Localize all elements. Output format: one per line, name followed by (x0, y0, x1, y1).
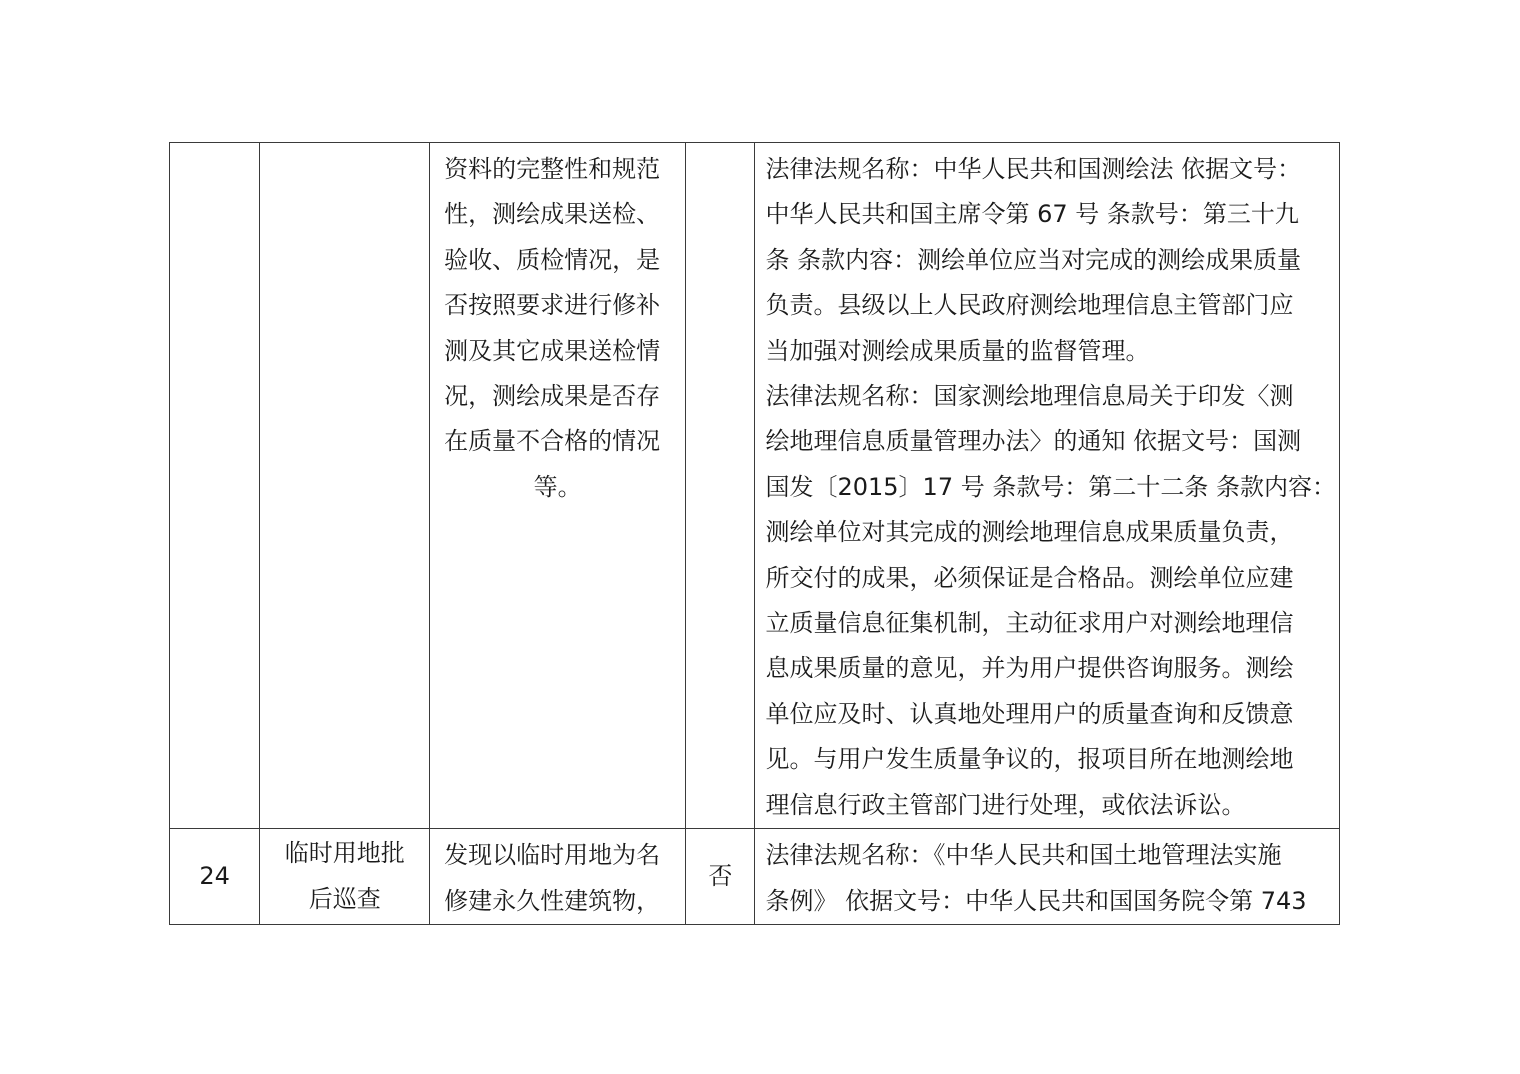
cell-legal-basis (755, 829, 1340, 925)
legal-basis-line: 条例》 依据文号：中华人民共和国国务院令第 743 (765, 886, 1307, 915)
cell-check-content (430, 829, 686, 925)
inspection-items-table (169, 142, 1340, 925)
check-content-line: 等。 (533, 472, 582, 501)
cell-check-content (430, 143, 686, 829)
cell-legal-basis (755, 143, 1340, 829)
row-number: 24 (199, 861, 230, 890)
legal-basis-line: 见。与用户发生质量争议的，报项目所在地测绘地 (765, 745, 1294, 774)
cell-item-name (260, 829, 430, 925)
cell-flag-empty (686, 143, 755, 829)
legal-basis-line: 条 条款内容：测绘单位应当对完成的测绘成果质量 (765, 245, 1302, 274)
cell-flag (686, 829, 755, 925)
legal-basis-line: 法律法规名称：国家测绘地理信息局关于印发〈测 (765, 382, 1294, 411)
cell-item-name-empty (260, 143, 430, 829)
cell-number-empty (170, 143, 260, 829)
legal-basis-line: 所交付的成果，必须保证是合格品。测绘单位应建 (765, 563, 1294, 592)
legal-basis-line: 息成果质量的意见，并为用户提供咨询服务。测绘 (765, 654, 1294, 683)
legal-basis-line: 测绘单位对其完成的测绘地理信息成果质量负责， (765, 518, 1294, 547)
item-name-line: 后巡查 (308, 884, 381, 913)
legal-basis-line: 中华人民共和国主席令第 67 号 条款号：第三十九 (765, 200, 1299, 229)
check-content-line: 在质量不合格的情况 (444, 427, 661, 456)
legal-basis-line: 法律法规名称：中华人民共和国测绘法 依据文号： (765, 155, 1302, 183)
check-content-line: 验收、质检情况，是 (444, 245, 661, 274)
check-content-line: 否按照要求进行修补 (444, 291, 661, 320)
check-content-line: 况，测绘成果是否存 (444, 382, 661, 411)
legal-basis-line: 法律法规名称：《中华人民共和国土地管理法实施 (765, 841, 1282, 870)
table-row-continued (170, 143, 1340, 829)
legal-basis-line: 国发〔2015〕17 号 条款号：第二十二条 条款内容： (765, 472, 1336, 501)
flag-value: 否 (708, 861, 733, 890)
item-name-line: 临时用地批 (284, 839, 405, 868)
legal-basis-line: 当加强对测绘成果质量的监督管理。 (765, 336, 1150, 365)
legal-basis-line: 绘地理信息质量管理办法〉的通知 依据文号：国测 (765, 427, 1302, 456)
check-content-line: 测及其它成果送检情 (444, 336, 661, 365)
cell-number (170, 829, 260, 925)
legal-basis-line: 理信息行政主管部门进行处理，或依法诉讼。 (765, 790, 1246, 819)
check-content-line: 资料的完整性和规范 (444, 155, 661, 183)
check-content-line: 修建永久性建筑物， (444, 886, 661, 915)
check-content-line: 性，测绘成果送检、 (444, 200, 661, 229)
legal-basis-line: 负责。县级以上人民政府测绘地理信息主管部门应 (765, 291, 1294, 320)
legal-basis-line: 立质量信息征集机制，主动征求用户对测绘地理信 (765, 609, 1294, 638)
legal-basis-line: 单位应及时、认真地处理用户的质量查询和反馈意 (765, 699, 1294, 728)
table-row-24 (170, 829, 1340, 925)
check-content-line: 发现以临时用地为名 (444, 841, 661, 870)
